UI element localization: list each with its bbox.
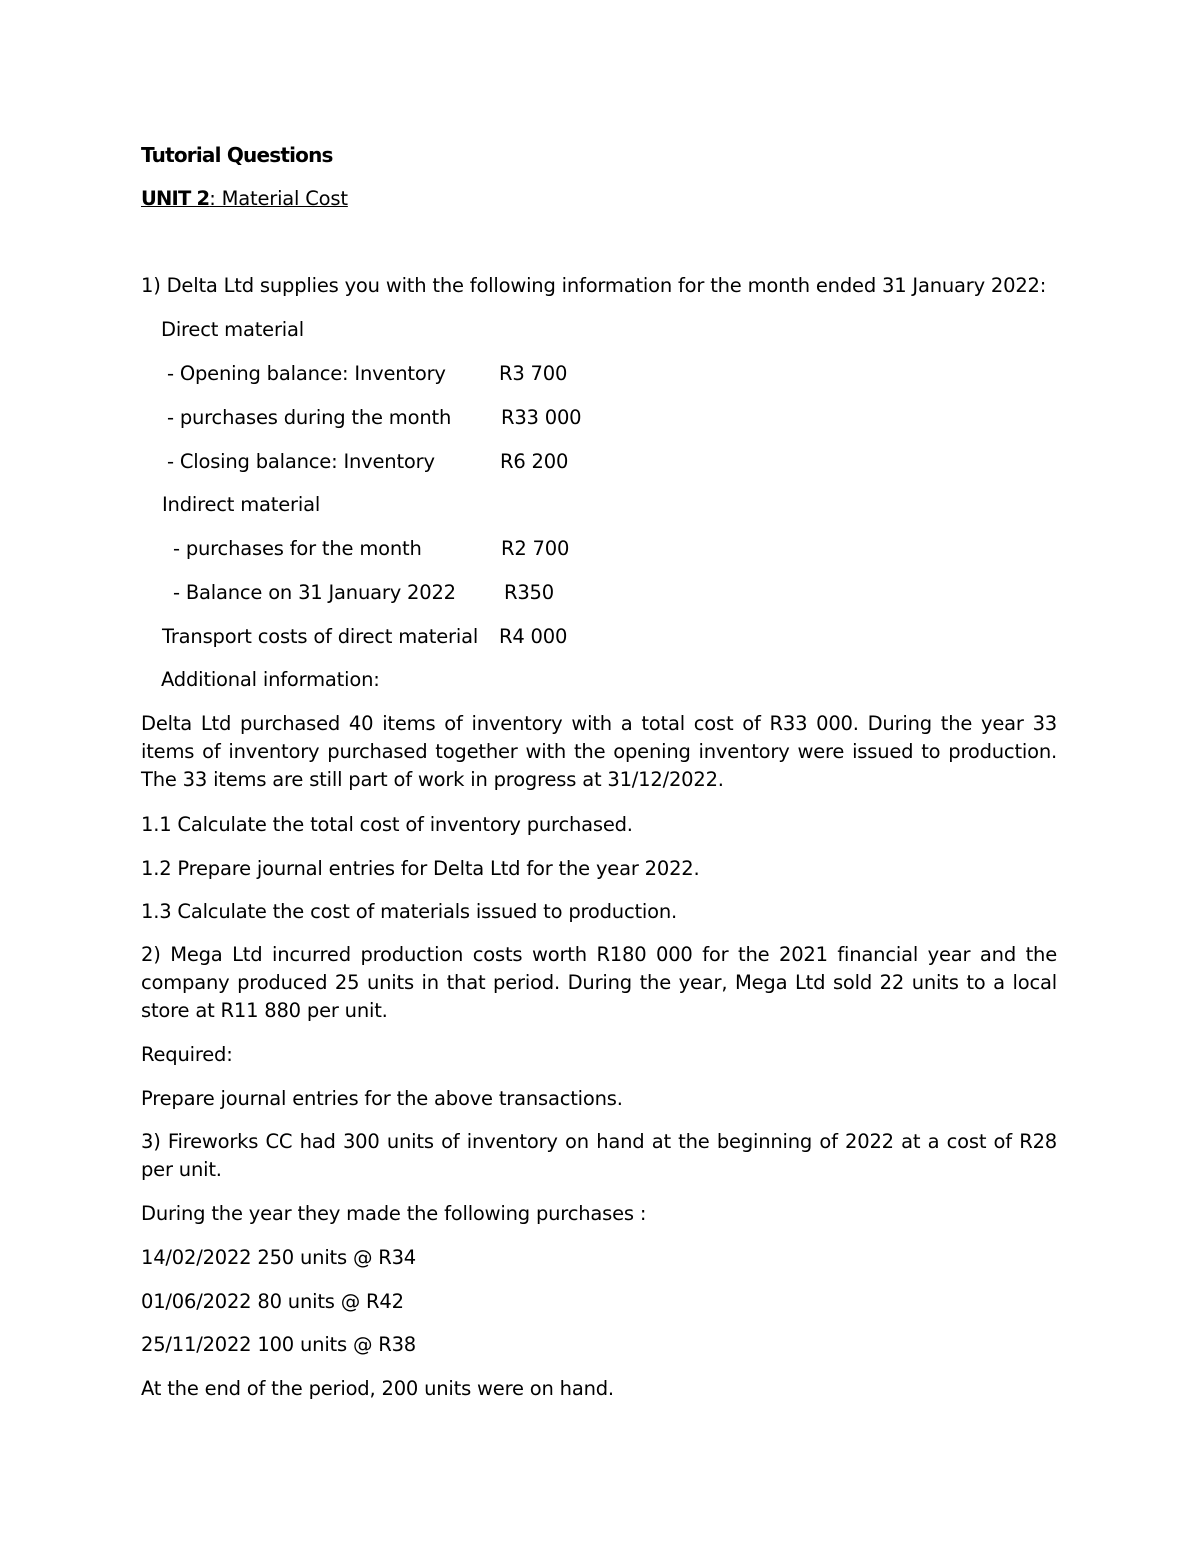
unit-title: : Material Cost xyxy=(209,187,348,210)
q1-indirect-heading: Indirect material xyxy=(162,493,321,516)
paragraph-line: 2) Mega Ltd incurred production costs worth R180 000 for the 2021 financial year and the xyxy=(141,943,1057,966)
q1-direct-item-label: - Opening balance: Inventory xyxy=(167,362,446,385)
q1-sub-question: 1.1 Calculate the total cost of inventory purchased. xyxy=(141,813,633,836)
q1-additional-heading: Additional information: xyxy=(161,668,380,691)
q1-direct-item-label: - purchases during the month xyxy=(167,406,452,429)
q1-additional-paragraph xyxy=(141,710,1057,794)
q2-required-label: Required: xyxy=(141,1043,233,1066)
q2-paragraph xyxy=(141,941,1057,1025)
paragraph-line: store at R11 880 per unit. xyxy=(141,999,388,1022)
q1-indirect-item-label: - purchases for the month xyxy=(173,537,422,560)
q1-transport-amount: R4 000 xyxy=(499,625,568,648)
paragraph-line: 3) Fireworks CC had 300 units of inventory on hand at the beginning of 2022 at a cost of R28 xyxy=(141,1130,1057,1153)
q1-intro: 1) Delta Ltd supplies you with the following information for the month ended 31 January 2022: xyxy=(141,274,1047,297)
q1-indirect-item-amount: R2 700 xyxy=(501,537,570,560)
q1-sub-question: 1.3 Calculate the cost of materials issued to production. xyxy=(141,900,678,923)
paragraph-line: Delta Ltd purchased 40 items of inventory with a total cost of R33 000. During the year 33 xyxy=(141,712,1057,735)
q2-required-text: Prepare journal entries for the above transactions. xyxy=(141,1087,623,1110)
unit-heading xyxy=(141,185,348,213)
paragraph-line: The 33 items are still part of work in progress at 31/12/2022. xyxy=(141,768,724,791)
q3-paragraph xyxy=(141,1128,1057,1184)
paragraph-line: items of inventory purchased together with the opening inventory were issued to production. xyxy=(141,740,1057,763)
paragraph-line: per unit. xyxy=(141,1158,222,1181)
q1-direct-item-label: - Closing balance: Inventory xyxy=(167,450,435,473)
page-title: Tutorial Questions xyxy=(141,143,333,167)
q1-direct-heading: Direct material xyxy=(161,318,304,341)
q3-closing-statement: At the end of the period, 200 units were on hand. xyxy=(141,1377,614,1400)
q1-transport-label: Transport costs of direct material xyxy=(162,625,479,648)
q1-indirect-item-amount: R350 xyxy=(504,581,554,604)
q3-purchases-intro: During the year they made the following purchases : xyxy=(141,1202,647,1225)
q3-purchase-entry: 25/11/2022 100 units @ R38 xyxy=(141,1333,417,1356)
q1-indirect-item-label: - Balance on 31 January 2022 xyxy=(173,581,456,604)
paragraph-line: company produced 25 units in that period. During the year, Mega Ltd sold 22 units to a local xyxy=(141,971,1057,994)
q3-purchase-entry: 14/02/2022 250 units @ R34 xyxy=(141,1246,417,1269)
q1-direct-item-amount: R6 200 xyxy=(500,450,569,473)
q1-sub-question: 1.2 Prepare journal entries for Delta Ltd for the year 2022. xyxy=(141,857,700,880)
q1-direct-item-amount: R3 700 xyxy=(499,362,568,385)
q3-purchase-entry: 01/06/2022 80 units @ R42 xyxy=(141,1290,404,1313)
q1-direct-item-amount: R33 000 xyxy=(501,406,582,429)
unit-label: UNIT 2 xyxy=(141,187,210,210)
